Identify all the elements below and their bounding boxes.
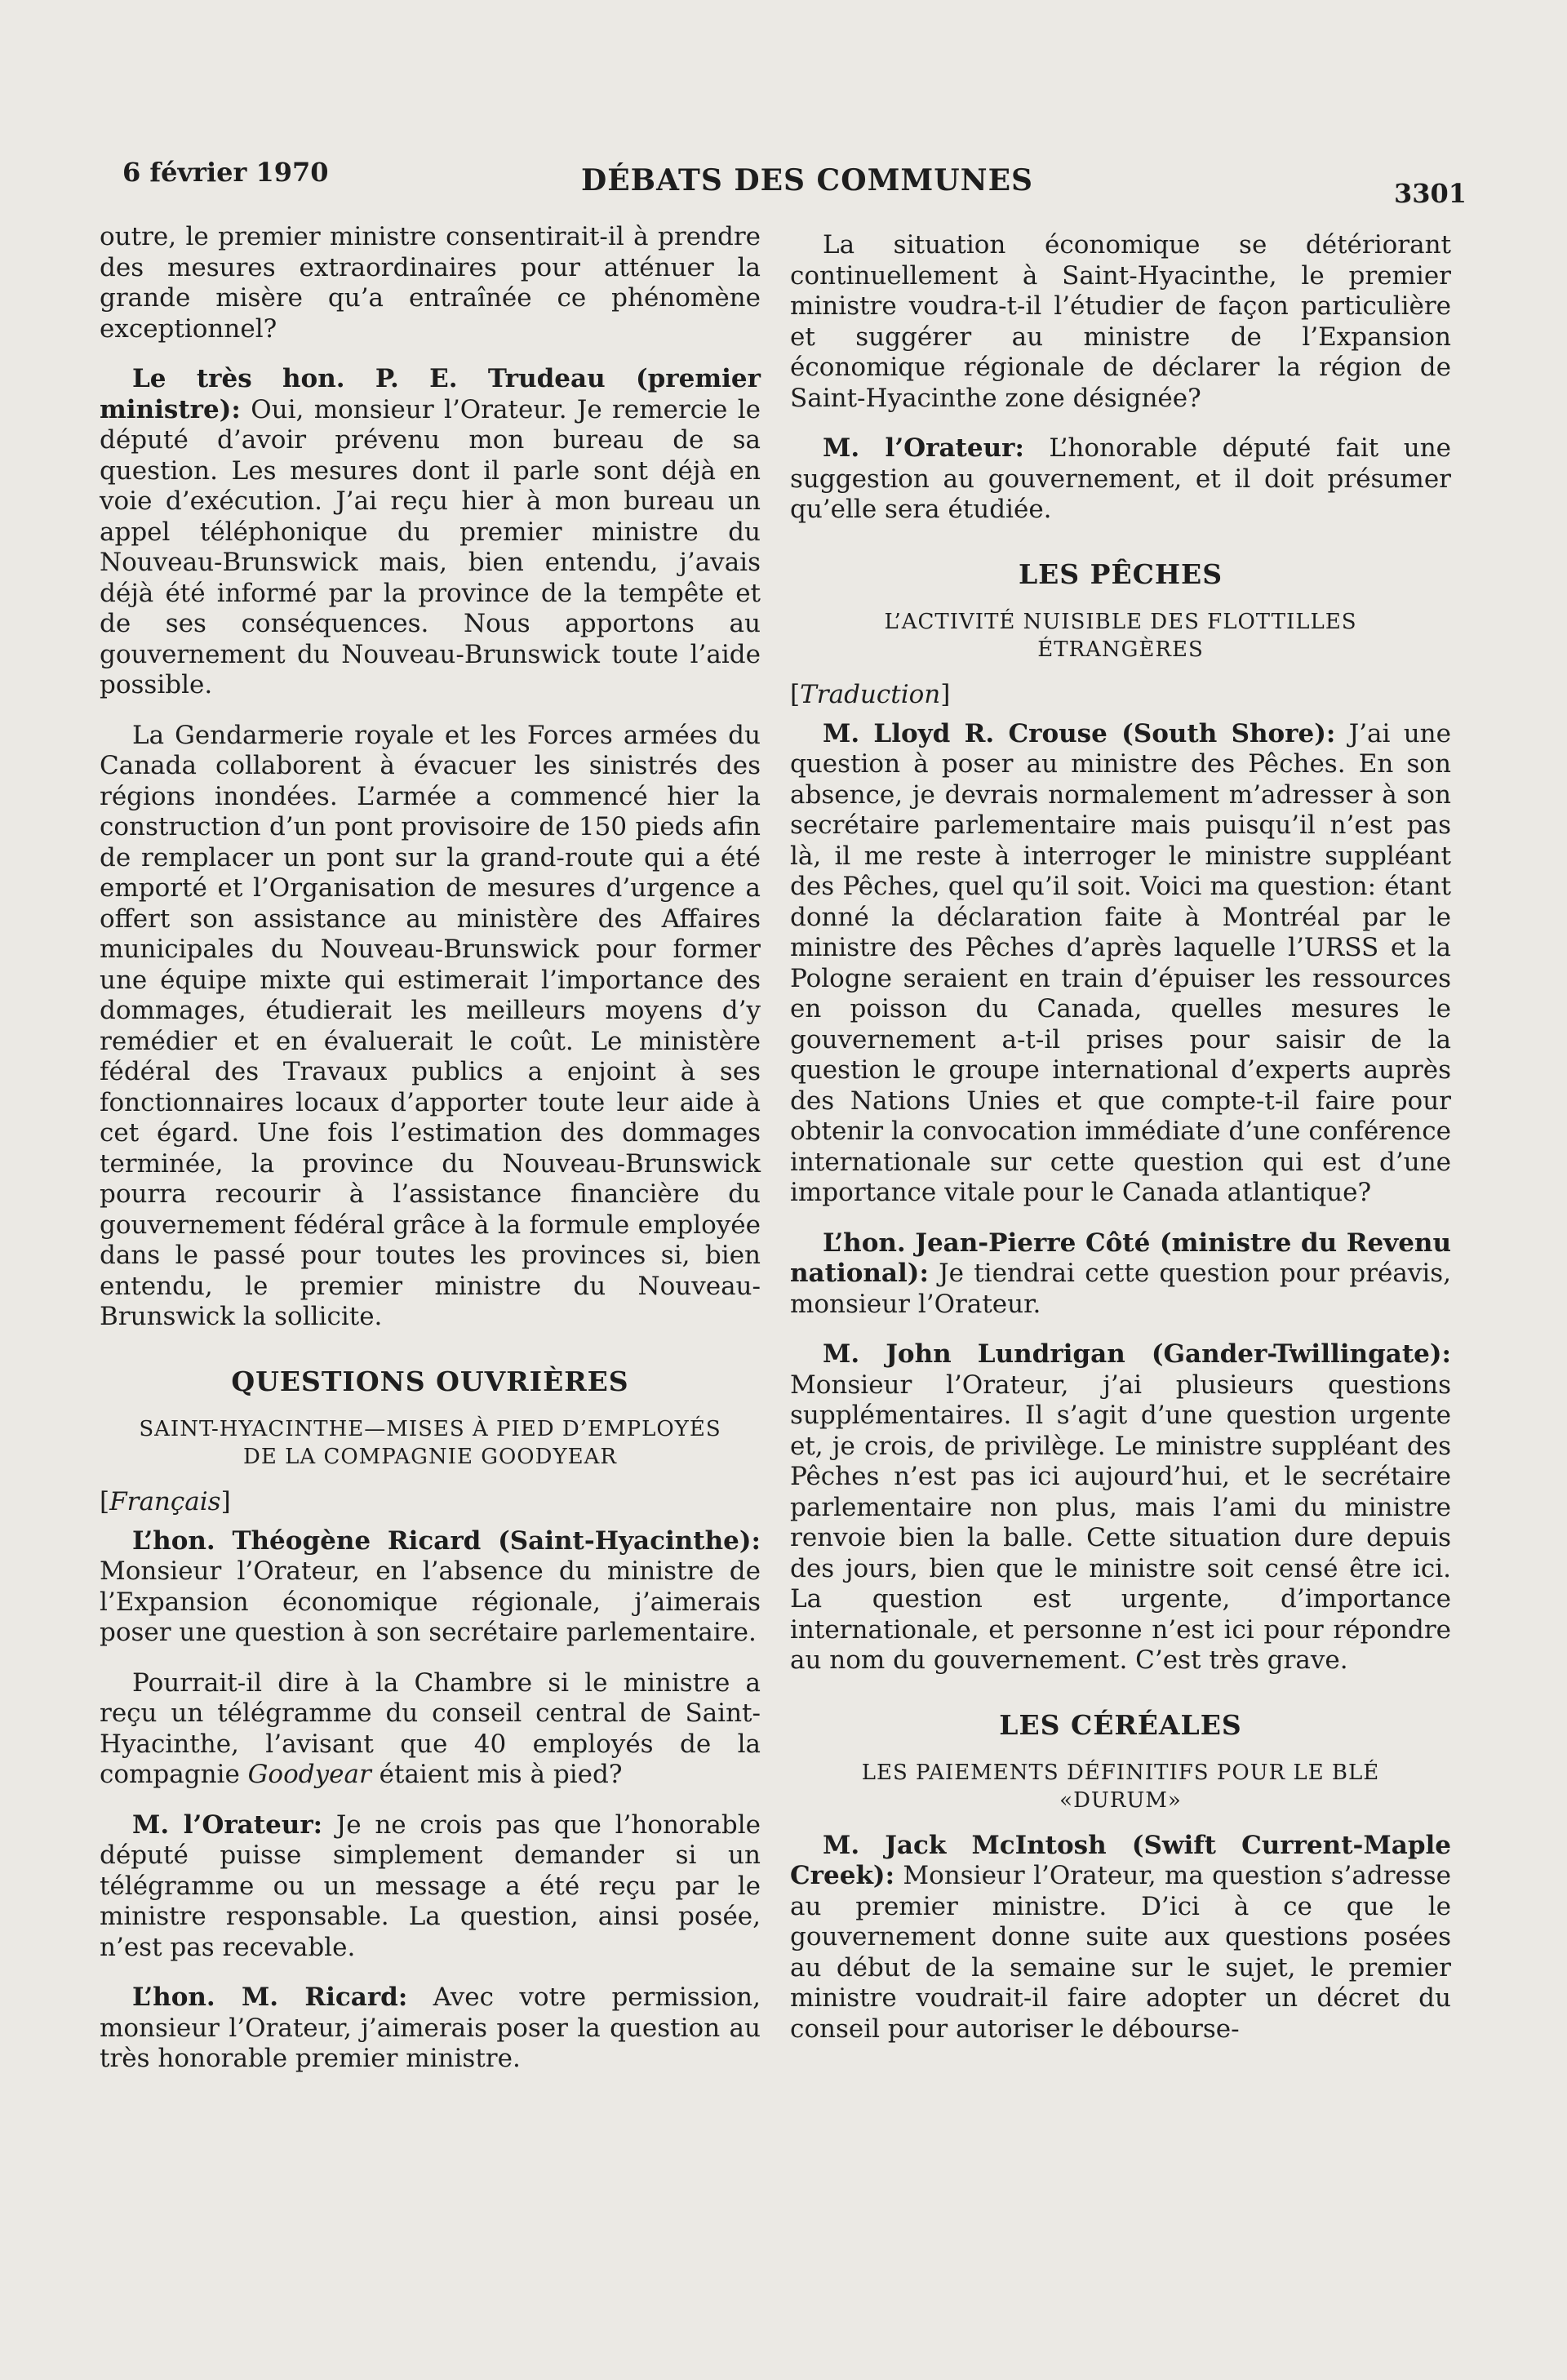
header-title: DÉBATS DES COMMUNES — [581, 163, 1034, 198]
right-column — [790, 230, 1451, 2064]
tag-bracket: ] — [220, 1486, 231, 1516]
paragraph — [790, 719, 1451, 1209]
speech-text: Monsieur l’Orateur, j’ai plusieurs questions supplémentaires. Il s’agit d’une question urgente et, je crois, de privilège. Le ministre suppléant des Pêches n’est pas ici aujourd’hui, et le secrétaire parlementaire non plus, mais l’ami du ministre renvoie bien la balle. Cette situation dure depuis des jours, bien que le ministre soit censé être ici. La question est urgente, d’importance internationale, et personne n’est ici pour répondre au nom du gouvernement. C’est très grave. — [790, 1370, 1451, 1675]
speaker-name: M. l’Orateur: — [132, 1809, 323, 1840]
paragraph: La Gendarmerie royale et les Forces armées du Canada collaborent à évacuer les sinistrés des régions inondées. L’armée a commencé hier la construction d’un pont provisoire de 150 pieds afin de remplacer un pont sur la grand-route qui a été emporté et l’Organisation de mesures d’urgence a offert son assistance au ministère des Affaires municipales du Nouveau-Brunswick pour former une équipe mixte qui estimerait l’importance des dommages, étudierait les meilleurs moyens d’y remédier et en évaluerait le coût. Le ministère fédéral des Travaux publics a enjoint à ses fonctionnaires locaux d’apporter toute leur aide à cet égard. Une fois l’estimation des dommages terminée, la province du Nouveau-Brunswick pourra recourir à l’assistance financière du gouvernement fédéral grâce à la formule employée dans le passé pour toutes les provinces si, bien entendu, le premier ministre du Nouveau-Brunswick la sollicite. — [100, 720, 761, 1331]
paragraph — [790, 433, 1451, 526]
language-tag — [790, 680, 1451, 709]
speech-text: Avec votre permission, monsieur l’Orateur, j’aimerais poser la question au très honorable premier ministre. — [100, 1983, 761, 2073]
paragraph — [100, 1983, 761, 2075]
tag-text: Français — [109, 1486, 221, 1516]
tag-bracket: ] — [940, 679, 951, 709]
speech-text: Pourrait-il dire à la Chambre si le ministre a reçu un télégramme du conseil central de Saint-Hyacinthe, l’avisant que 40 employés de la compagnie — [100, 1667, 761, 1789]
tag-bracket: [ — [790, 679, 801, 709]
speech-text: L’honorable député fait une suggestion au gouvernement, et il doit présumer qu’elle sera étudiée. — [790, 433, 1451, 524]
header-date: 6 février 1970 — [122, 157, 329, 188]
speaker-name: M. Jack McIntosh (Swift Current-Maple Creek): — [790, 1830, 1451, 1890]
page-number: 3301 — [1394, 178, 1467, 209]
company-name: Goodyear — [247, 1760, 371, 1789]
paragraph — [790, 1228, 1451, 1321]
language-tag — [100, 1487, 761, 1516]
section-subheading: L’ACTIVITÉ NUISIBLE DES FLOTTILLES ÉTRANGÈRES — [884, 609, 1357, 662]
paragraph: outre, le premier ministre consentirait-il à prendre des mesures extraordinaires pour atténuer la grande misère qu’a entraînée ce phénomène exceptionnel? — [100, 222, 761, 344]
paragraph — [100, 1810, 761, 1964]
tag-bracket: [ — [100, 1486, 110, 1516]
tag-text: Traduction — [800, 679, 941, 709]
speaker-name: M. John Lundrigan (Gander-Twillingate): — [823, 1339, 1451, 1369]
speaker-name: L’hon. Jean-Pierre Côté (ministre du Revenu national): — [790, 1228, 1451, 1288]
section-subheading: LES PAIEMENTS DÉFINITIFS POUR LE BLÉ «DURUM» — [861, 1760, 1380, 1813]
paragraph: La situation économique se détériorant continuellement à Saint-Hyacinthe, le premier ministre voudra-t-il l’étudier de façon particulière et suggérer au ministre de l’Expansion économique régionale de déclarer la région de Saint-Hyacinthe zone désignée? — [790, 230, 1451, 413]
speaker-name: L’hon. M. Ricard: — [132, 1983, 408, 2012]
section-subheading: SAINT-HYACINTHE—MISES À PIED D’EMPLOYÉS DE LA COMPAGNIE GOODYEAR — [139, 1416, 721, 1469]
left-column — [100, 222, 761, 2094]
paragraph — [100, 1668, 761, 1791]
paragraph — [100, 364, 761, 701]
paragraph — [790, 1831, 1451, 2045]
section-heading: QUESTIONS OUVRIÈRES — [231, 1365, 629, 1397]
speech-text: étaient mis à pied? — [371, 1760, 623, 1789]
speaker-name: L’hon. Théogène Ricard (Saint-Hyacinthe): — [132, 1525, 761, 1556]
speech-text: Monsieur l’Orateur, ma question s’adresse au premier ministre. D’ici à ce que le gouvernement donne suite aux questions posées au début de la semaine sur le sujet, le premier ministre voudrait-il faire adopter un décret du conseil pour autoriser le débourse- — [790, 1861, 1451, 2044]
speech-text: Monsieur l’Orateur, en l’absence du ministre de l’Expansion économique régionale, j’aimerais poser une question à son secrétaire parlementaire. — [100, 1556, 761, 1647]
paragraph — [790, 1339, 1451, 1676]
speaker-name: M. Lloyd R. Crouse (South Shore): — [823, 718, 1336, 748]
speech-text: Oui, monsieur l’Orateur. Je remercie le député d’avoir prévenu mon bureau de sa question. Les mesures dont il parle sont déjà en voie d’exécution. J’ai reçu hier à mon bureau un appel téléphonique du premier ministre du Nouveau-Brunswick mais, bien entendu, j’avais déjà été informé par la province de la tempête et de ses conséquences. Nous apportons au gouvernement du Nouveau-Brunswick toute l’aide possible. — [100, 394, 761, 699]
section-heading: LES PÊCHES — [1018, 557, 1223, 590]
paragraph — [100, 1526, 761, 1649]
speech-text: Je ne crois pas que l’honorable député puisse simplement demander si un télégramme ou un message a été reçu par le ministre responsable. La question, ainsi posée, n’est pas recevable. — [100, 1809, 761, 1962]
speech-text: Je tiendrai cette question pour préavis, monsieur l’Orateur. — [790, 1259, 1451, 1319]
speech-text: J’ai une question à poser au ministre des Pêches. En son absence, je devrais normalement m’adresser à son secrétaire parlementaire mais puisqu’il n’est pas là, il me reste à interroger le ministre suppléant des Pêches, quel qu’il soit. Voici ma question: étant donné la déclaration faite à Montréal par le ministre des Pêches d’après laquelle l’URSS et la Pologne seraient en train d’épuiser les ressources en poisson du Canada, quelles mesures le gouvernement a-t-il prises pour saisir de la question le groupe international d’experts auprès des Nations Unies et que compte-t-il faire pour obtenir la convocation immédiate d’une conférence internationale sur cette question qui est d’une importance vitale pour le Canada atlantique? — [790, 718, 1451, 1207]
section-heading: LES CÉRÉALES — [999, 1708, 1242, 1741]
speaker-name: Le très hon. P. E. Trudeau (premier ministre): — [100, 364, 761, 424]
speaker-name: M. l’Orateur: — [823, 433, 1024, 463]
